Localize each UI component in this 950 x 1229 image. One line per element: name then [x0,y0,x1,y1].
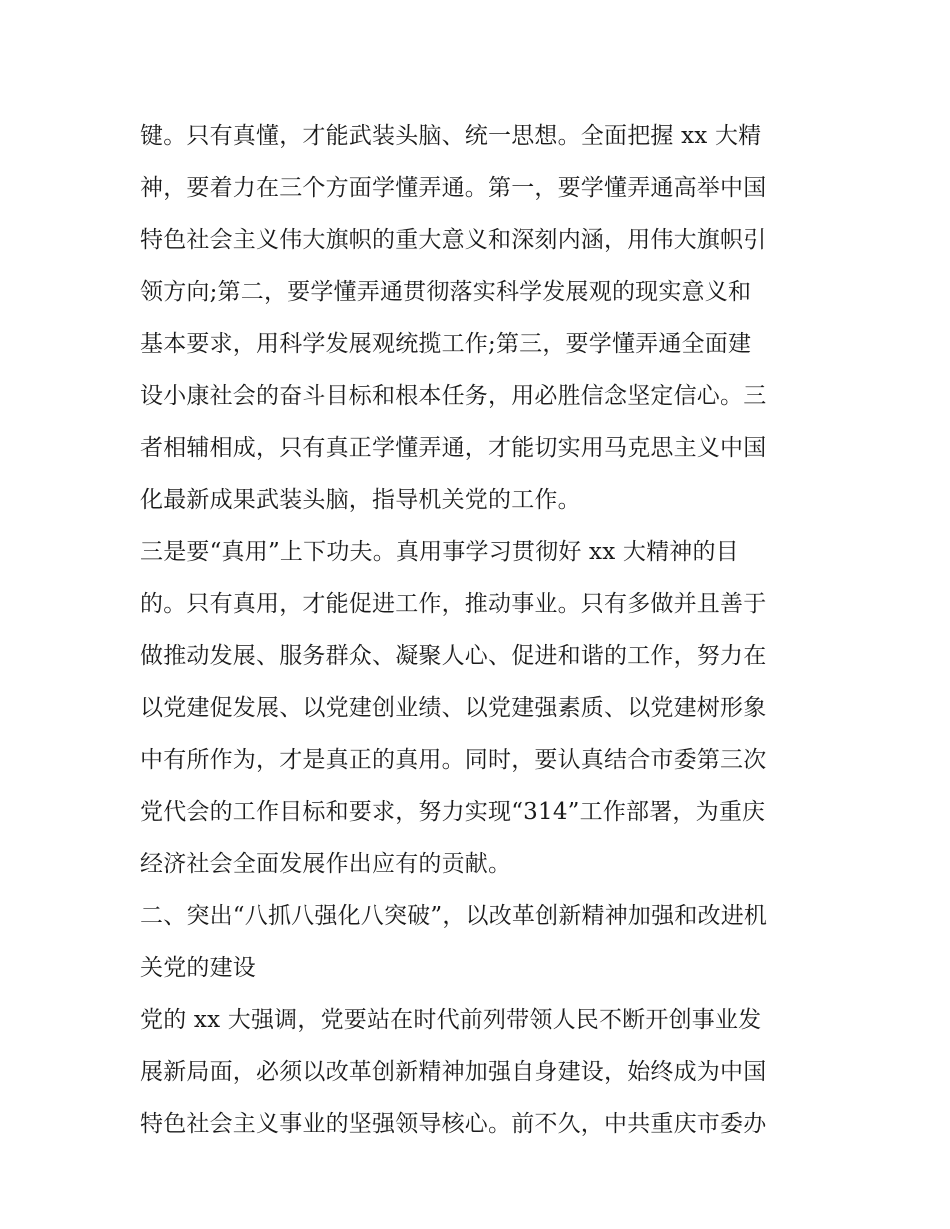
text-line: 键。只有真懂，才能武装头脑、统一思想。全面把握 xx 大精 [140,123,762,149]
text-line: 的。只有真用，才能促进工作，推动事业。只有多做并且善于 [140,591,767,617]
section-heading-line: 二、突出“八抓八强化八突破”，以改革创新精神加强和改进机 [140,903,768,929]
text-line: 特色社会主义事业的坚强领导核心。前不久，中共重庆市委办 [140,1111,767,1137]
text-line: 做推动发展、服务群众、凝聚人心、促进和谐的工作，努力在 [140,643,767,669]
text-line: 经济社会全面发展作出应有的贡献。 [140,851,512,877]
text-line: 展新局面，必须以改革创新精神加强自身建设，始终成为中国 [140,1059,767,1085]
text-line: 党的 xx 大强调，党要站在时代前列带领人民不断开创事业发 [140,1007,762,1033]
text-line: 中有所作为，才是真正的真用。同时，要认真结合市委第三次 [140,747,767,773]
document-body [140,110,830,1150]
text-line: 以党建促发展、以党建创业绩、以党建强素质、以党建树形象 [140,695,767,721]
section-heading-line: 关党的建设 [140,955,256,981]
text-line: 者相辅相成，只有真正学懂弄通，才能切实用马克思主义中国 [140,435,767,461]
text-line: 神，要着力在三个方面学懂弄通。第一，要学懂弄通高举中国 [140,175,767,201]
text-line: 特色社会主义伟大旗帜的重大意义和深刻内涵，用伟大旗帜引 [140,227,767,253]
text-line: 基本要求，用科学发展观统揽工作;第三，要学懂弄通全面建 [140,331,752,357]
text-line: 领方向;第二，要学懂弄通贯彻落实科学发展观的现实意义和 [140,279,752,305]
text-line: 党代会的工作目标和要求，努力实现“314”工作部署，为重庆 [140,799,766,825]
text-line: 设小康社会的奋斗目标和根本任务，用必胜信念坚定信心。三 [140,383,767,409]
paragraph-heading-line: 三是要“真用”上下功夫。真用事学习贯彻好 xx 大精神的目 [140,539,739,565]
text-line: 化最新成果武装头脑，指导机关党的工作。 [140,487,581,513]
